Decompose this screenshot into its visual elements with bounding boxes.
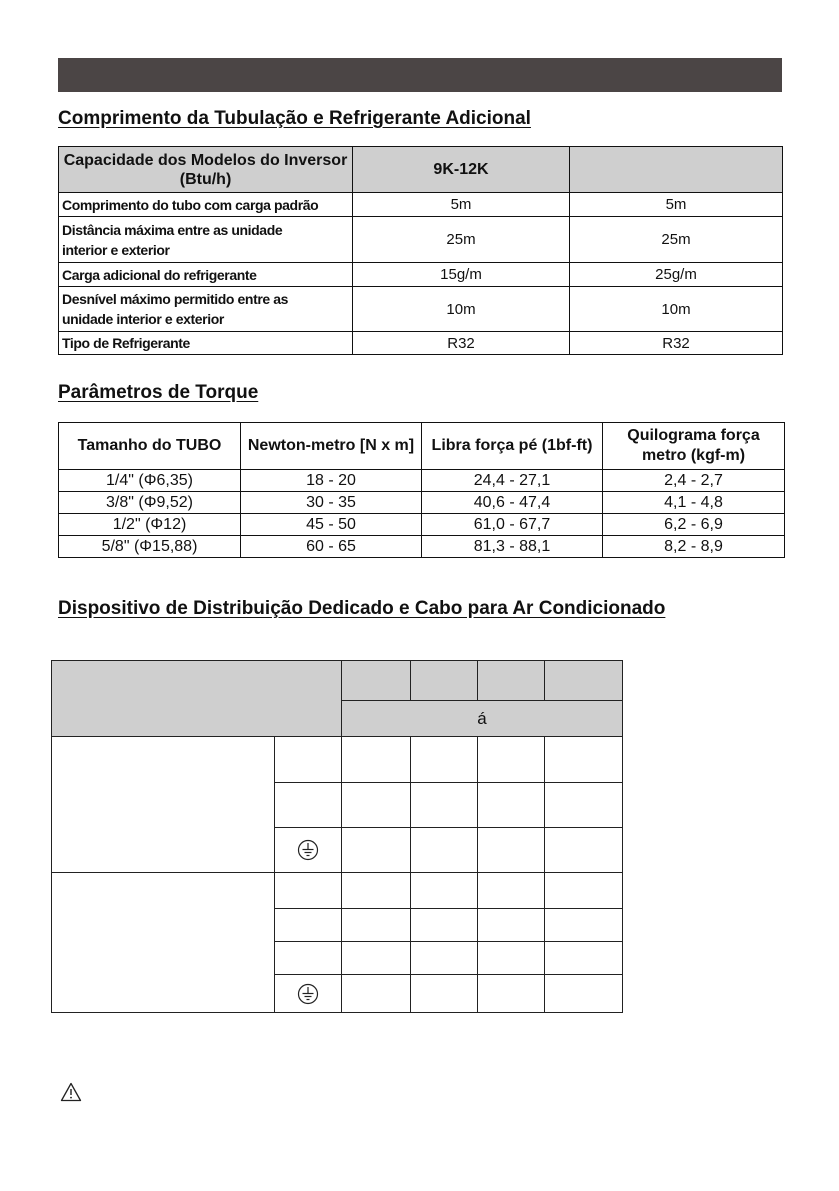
cell: 8,2 - 8,9 xyxy=(603,536,785,558)
table-row xyxy=(59,217,783,263)
row-label-text: Tipo de Refrigerante xyxy=(62,335,190,351)
cell: 24,4 - 27,1 xyxy=(422,470,603,492)
table-header-row xyxy=(59,423,785,470)
cell xyxy=(275,873,342,909)
row-value: 5m xyxy=(570,193,783,217)
row-label xyxy=(59,332,353,355)
cell: 30 - 35 xyxy=(241,492,422,514)
cell xyxy=(411,942,478,975)
cell xyxy=(545,783,623,828)
row-value: R32 xyxy=(570,332,783,355)
header-bar xyxy=(58,58,782,92)
table-row xyxy=(59,470,785,492)
table-row xyxy=(59,536,785,558)
cell xyxy=(411,909,478,942)
cell xyxy=(411,783,478,828)
cell xyxy=(275,909,342,942)
row-label xyxy=(59,287,353,332)
section-title-distribution: Dispositivo de Distribuição Dedicado e Cabo para Ar Condicionado xyxy=(58,598,666,619)
row-value: R32 xyxy=(353,332,570,355)
cell xyxy=(478,828,545,873)
table-row xyxy=(52,873,623,909)
cell xyxy=(545,909,623,942)
cell xyxy=(342,975,411,1013)
group-label xyxy=(52,873,275,1013)
table-row xyxy=(59,263,783,287)
cell xyxy=(545,873,623,909)
table-row xyxy=(52,737,623,783)
cell: 5/8" (Φ15,88) xyxy=(59,536,241,558)
header-blank xyxy=(52,661,342,737)
cell xyxy=(545,828,623,873)
header-empty xyxy=(570,147,783,193)
table-row xyxy=(59,193,783,217)
group-label xyxy=(52,737,275,873)
cell xyxy=(478,942,545,975)
cell xyxy=(342,783,411,828)
piping-table xyxy=(58,146,783,355)
ground-icon xyxy=(297,983,319,1005)
cell xyxy=(478,737,545,783)
cell xyxy=(411,873,478,909)
ground-cell xyxy=(275,828,342,873)
cell: 6,2 - 6,9 xyxy=(603,514,785,536)
cell xyxy=(478,873,545,909)
header-tube-size: Tamanho do TUBO xyxy=(59,423,241,470)
cell xyxy=(342,873,411,909)
cell xyxy=(478,783,545,828)
row-value: 25m xyxy=(353,217,570,263)
header-cell xyxy=(478,661,545,701)
table-row xyxy=(59,287,783,332)
header-note: á xyxy=(342,701,623,737)
cell: 1/2" (Φ12) xyxy=(59,514,241,536)
table-row xyxy=(59,492,785,514)
cell xyxy=(342,942,411,975)
row-label xyxy=(59,193,353,217)
cell: 61,0 - 67,7 xyxy=(422,514,603,536)
row-value: 25m xyxy=(570,217,783,263)
row-label-text: Desnível máximo permitido entre as unidade interior e exterior xyxy=(62,291,289,327)
row-label xyxy=(59,263,353,287)
cell xyxy=(275,783,342,828)
header-newton-meter: Newton-metro [N x m] xyxy=(241,423,422,470)
cell: 40,6 - 47,4 xyxy=(422,492,603,514)
row-label xyxy=(59,217,353,263)
row-value: 25g/m xyxy=(570,263,783,287)
row-value: 15g/m xyxy=(353,263,570,287)
row-value: 5m xyxy=(353,193,570,217)
cell xyxy=(545,737,623,783)
header-pound-foot: Libra força pé (1bf-ft) xyxy=(422,423,603,470)
row-value: 10m xyxy=(570,287,783,332)
section-title-piping: Comprimento da Tubulação e Refrigerante Adicional xyxy=(58,108,531,129)
cell: 18 - 20 xyxy=(241,470,422,492)
cell xyxy=(342,737,411,783)
table-header-row xyxy=(52,661,623,701)
cell xyxy=(411,737,478,783)
row-label-text: Comprimento do tubo com carga padrão xyxy=(62,196,319,213)
row-label-text: Distância máxima entre as unidade interior e exterior xyxy=(62,221,283,258)
cell xyxy=(342,909,411,942)
cell: 45 - 50 xyxy=(241,514,422,536)
row-label-text: Carga adicional do refrigerante xyxy=(62,266,257,283)
header-9k-12k: 9K-12K xyxy=(353,147,570,193)
cell: 2,4 - 2,7 xyxy=(603,470,785,492)
cell xyxy=(478,975,545,1013)
cell: 81,3 - 88,1 xyxy=(422,536,603,558)
header-cell xyxy=(545,661,623,701)
cell xyxy=(275,737,342,783)
distribution-table xyxy=(51,660,623,1013)
cell: 3/8" (Φ9,52) xyxy=(59,492,241,514)
cell xyxy=(411,975,478,1013)
header-capacity: Capacidade dos Modelos do Inversor (Btu/h) xyxy=(59,147,353,193)
row-value: 10m xyxy=(353,287,570,332)
table-row xyxy=(59,514,785,536)
warning-icon xyxy=(60,1082,82,1102)
ground-cell xyxy=(275,975,342,1013)
cell xyxy=(545,975,623,1013)
ground-icon xyxy=(297,839,319,861)
cell: 4,1 - 4,8 xyxy=(603,492,785,514)
cell: 1/4" (Φ6,35) xyxy=(59,470,241,492)
table-header-row xyxy=(59,147,783,193)
cell xyxy=(275,942,342,975)
cell xyxy=(342,828,411,873)
cell xyxy=(545,942,623,975)
cell xyxy=(478,909,545,942)
header-kgf-meter: Quilograma força metro (kgf-m) xyxy=(603,423,785,470)
header-cell xyxy=(342,661,411,701)
section-title-torque: Parâmetros de Torque xyxy=(58,382,259,403)
cell xyxy=(411,828,478,873)
cell: 60 - 65 xyxy=(241,536,422,558)
table-row xyxy=(59,332,783,355)
torque-table xyxy=(58,422,785,558)
header-cell xyxy=(411,661,478,701)
